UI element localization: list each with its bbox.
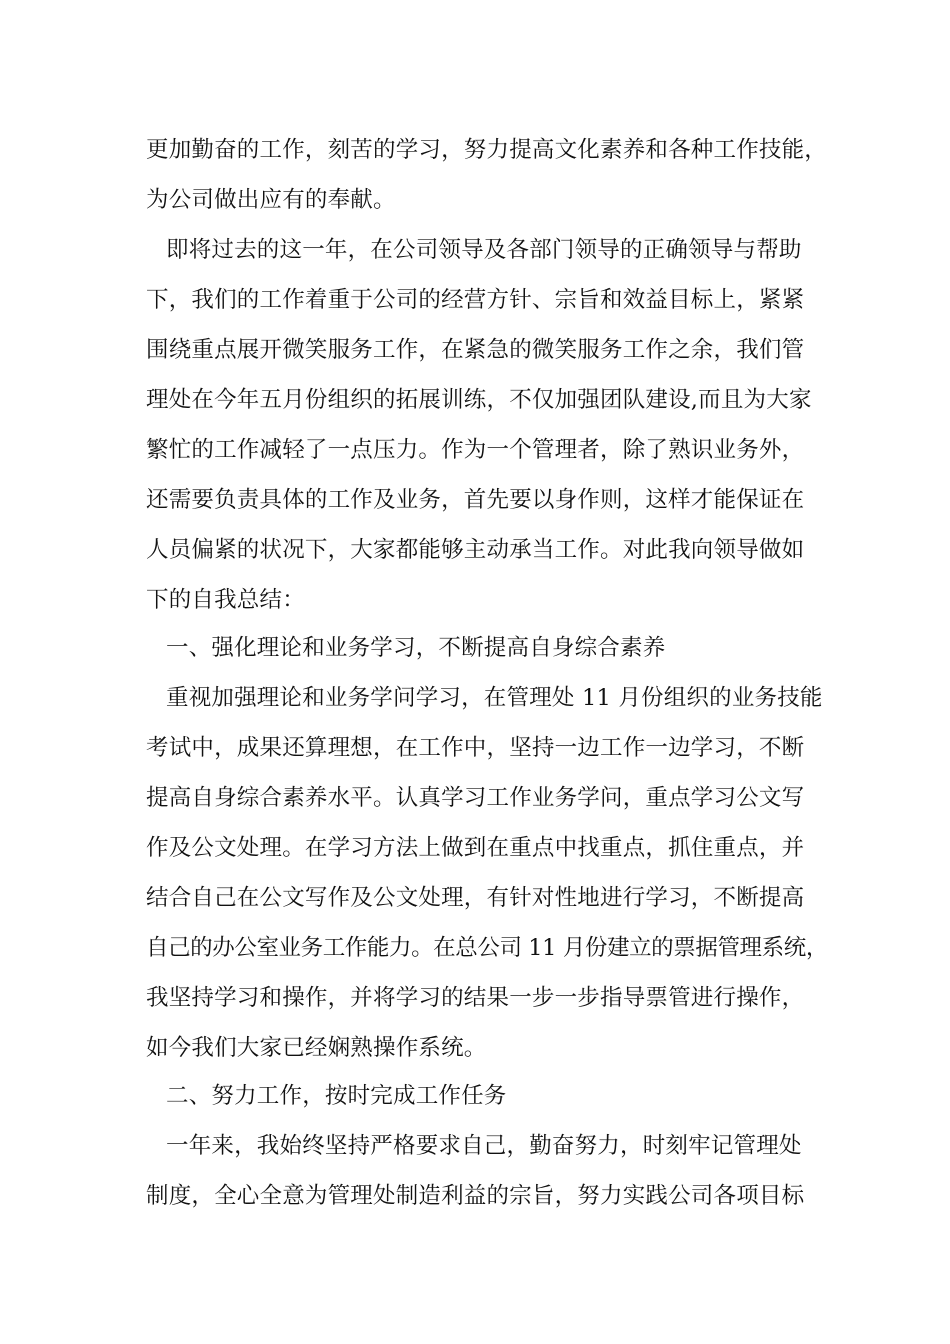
text-line: 繁忙的工作减轻了一点压力。作为一个管理者，除了熟识业务外， [146,437,805,463]
paragraph-start-line: 即将过去的这一年，在公司领导及各部门领导的正确领导与帮助 [166,237,802,263]
text-line: 下，我们的工作着重于公司的经营方针、宗旨和效益目标上，紧紧 [146,287,805,313]
text-line: 下的自我总结： [146,587,305,613]
section-heading: 二、努力工作，按时完成工作任务 [166,1083,507,1109]
text-line: 还需要负责具体的工作及业务，首先要以身作则，这样才能保证在 [146,487,805,513]
text-line: 更加勤奋的工作，刻苦的学习，努力提高文化素养和各种工作技能， [146,137,828,163]
text-line: 围绕重点展开微笑服务工作，在紧急的微笑服务工作之余，我们管 [146,337,805,363]
text-line: 结合自己在公文写作及公文处理，有针对性地进行学习，不断提高 [146,885,805,911]
section-heading: 一、强化理论和业务学习，不断提高自身综合素养 [166,635,666,661]
text-line: 自己的办公室业务工作能力。在总公司 11 月份建立的票据管理系统， [146,935,828,961]
text-line: 人员偏紧的状况下，大家都能够主动承当工作。对此我向领导做如 [146,537,805,563]
text-line: 为公司做出应有的奉献。 [146,187,396,213]
text-line: 考试中，成果还算理想，在工作中，坚持一边工作一边学习，不断 [146,735,805,761]
paragraph-start-line: 一年来，我始终坚持严格要求自己，勤奋努力，时刻牢记管理处 [166,1133,802,1159]
text-line: 我坚持学习和操作，并将学习的结果一步一步指导票管进行操作， [146,985,805,1011]
paragraph-start-line: 重视加强理论和业务学问学习，在管理处 11 月份组织的业务技能 [166,685,823,711]
text-line: 作及公文处理。在学习方法上做到在重点中找重点，抓住重点，并 [146,835,805,861]
text-line: 理处在今年五月份组织的拓展训练，不仅加强团队建设,而且为大家 [146,387,812,413]
text-line: 如今我们大家已经娴熟操作系统。 [146,1035,487,1061]
text-line: 制度，全心全意为管理处制造利益的宗旨，努力实践公司各项目标 [146,1183,805,1209]
text-line: 提高自身综合素养水平。认真学习工作业务学问，重点学习公文写 [146,785,805,811]
